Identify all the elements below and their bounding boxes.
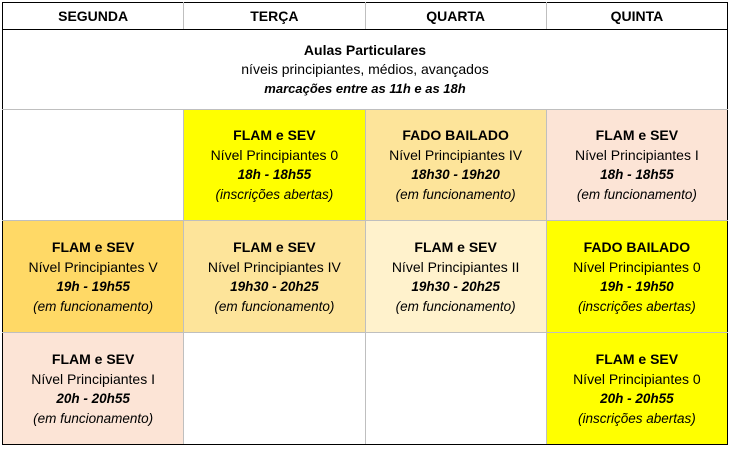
class-time: 18h - 18h55 <box>237 167 312 183</box>
class-time: 18h - 18h55 <box>600 167 674 183</box>
class-level: Nível Principiantes 0 <box>573 370 701 387</box>
class-level: Nível Principiantes IV <box>389 147 523 164</box>
class-slot <box>184 109 365 221</box>
class-time: 20h - 20h55 <box>600 390 674 406</box>
class-time: 19h - 19h50 <box>600 278 674 294</box>
empty-slot <box>365 333 546 445</box>
class-status: (em funcionamento) <box>33 298 154 314</box>
class-slot <box>3 221 184 333</box>
banner-row <box>3 30 728 110</box>
class-title: FLAM e SEV <box>51 350 135 367</box>
class-level: Nível Principiantes 0 <box>573 258 701 275</box>
private-lessons-banner <box>3 30 728 110</box>
class-slot <box>546 109 727 221</box>
header-row <box>3 3 728 30</box>
class-level: Nível Principiantes 0 <box>210 147 339 164</box>
class-slot <box>546 333 727 445</box>
day-header-quarta: QUARTA <box>365 3 546 30</box>
class-level: Nível Principiantes I <box>31 370 155 387</box>
banner-note: marcações entre as 11h e as 18h <box>264 80 466 96</box>
banner-subtitle: níveis principiantes, médios, avançados <box>241 60 489 77</box>
class-status: (em funcionamento) <box>395 187 516 203</box>
class-status: (em funcionamento) <box>33 410 154 426</box>
class-title: FLAM e SEV <box>414 238 497 255</box>
class-status: (em funcionamento) <box>576 187 697 203</box>
class-slot <box>365 109 546 221</box>
banner-title: Aulas Particulares <box>303 41 427 58</box>
class-title: FLAM e SEV <box>595 350 679 367</box>
schedule-row <box>3 221 728 333</box>
schedule-table <box>2 2 728 445</box>
class-time: 20h - 20h55 <box>56 390 130 406</box>
class-time: 19h30 - 20h25 <box>230 278 319 294</box>
class-status: (em funcionamento) <box>395 298 516 314</box>
class-title: FADO BAILADO <box>583 238 691 255</box>
schedule-row <box>3 109 728 221</box>
class-slot <box>546 221 727 333</box>
class-level: Nível Principiantes IV <box>207 258 341 275</box>
class-level: Nível Principiantes II <box>391 258 520 275</box>
empty-slot <box>184 333 365 445</box>
class-time: 19h - 19h55 <box>56 278 130 294</box>
class-title: FADO BAILADO <box>402 127 509 144</box>
class-slot <box>184 221 365 333</box>
class-status: (em funcionamento) <box>214 298 335 314</box>
schedule-row <box>3 333 728 445</box>
class-title: FLAM e SEV <box>595 127 679 144</box>
class-title: FLAM e SEV <box>233 127 316 144</box>
day-header-segunda: SEGUNDA <box>3 3 184 30</box>
class-status: (inscrições abertas) <box>577 298 696 314</box>
class-status: (inscrições abertas) <box>215 187 334 203</box>
class-level: Nível Principiantes V <box>28 258 158 275</box>
class-slot <box>3 333 184 445</box>
class-title: FLAM e SEV <box>51 238 135 255</box>
empty-slot <box>3 109 184 221</box>
day-header-terca: TERÇA <box>184 3 365 30</box>
class-slot <box>365 221 546 333</box>
class-status: (inscrições abertas) <box>577 410 696 426</box>
class-level: Nível Principiantes I <box>575 147 699 164</box>
class-time: 18h30 - 19h20 <box>411 167 500 183</box>
day-header-quinta: QUINTA <box>546 3 727 30</box>
class-title: FLAM e SEV <box>233 238 316 255</box>
class-time: 19h30 - 20h25 <box>411 278 500 294</box>
